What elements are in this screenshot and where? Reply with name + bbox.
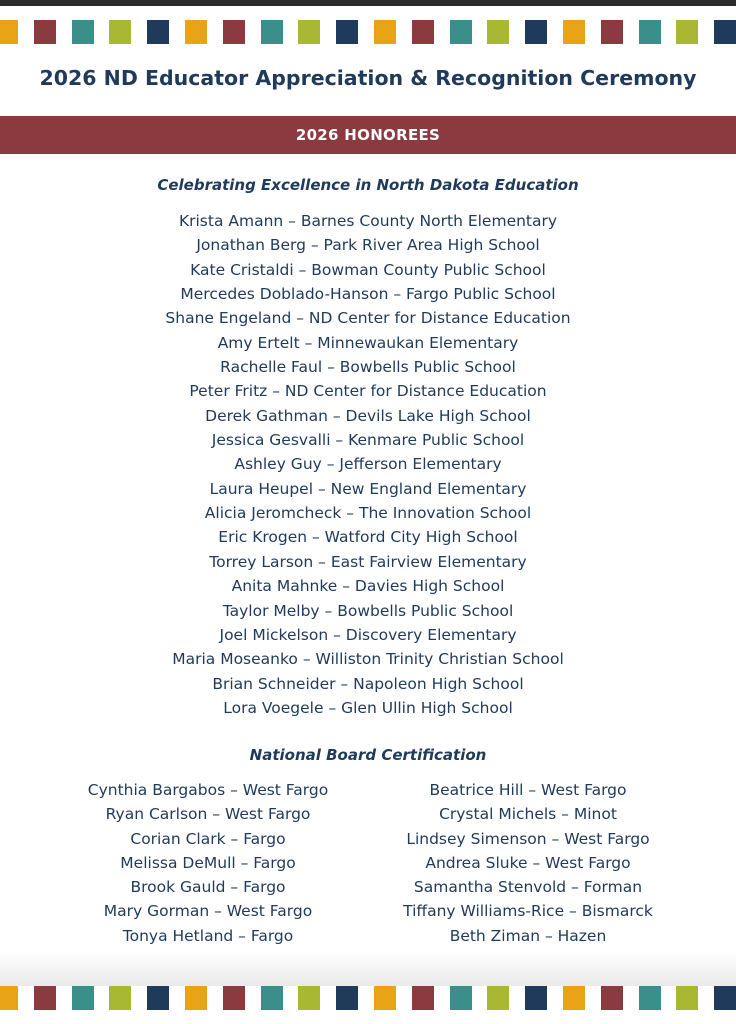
honoree-entry: Rachelle Faul – Bowbells Public School [220, 358, 516, 377]
honoree-entry: Derek Gathman – Devils Lake High School [205, 406, 531, 425]
border-square [147, 20, 169, 44]
honoree-entry: Amy Ertelt – Minnewaukan Elementary [217, 333, 519, 352]
border-square [72, 20, 94, 44]
honoree-entry: Anita Mahnke – Davies High School [231, 577, 505, 596]
border-square [714, 986, 736, 1010]
honoree-entry: Ashley Guy – Jefferson Elementary [234, 455, 502, 474]
border-square [374, 986, 396, 1010]
honoree-entry: Shane Engeland – ND Center for Distance Education [165, 309, 571, 328]
border-square [525, 986, 547, 1010]
excellence-heading: Celebrating Excellence in North Dakota Education [157, 176, 579, 194]
border-square [185, 20, 207, 44]
top-square-border [0, 20, 736, 44]
border-square [601, 986, 623, 1010]
border-square [639, 20, 661, 44]
certification-entry: Cynthia Bargabos – West Fargo [87, 781, 329, 799]
certification-entry: Andrea Sluke – West Fargo [425, 853, 631, 872]
excellence-list [0, 209, 736, 720]
border-square [525, 20, 547, 44]
honoree-entry: Laura Heupel – New England Elementary [209, 479, 527, 498]
border-square [563, 986, 585, 1010]
border-square [34, 986, 56, 1010]
bottom-square-border [0, 986, 736, 1010]
border-square [109, 986, 131, 1010]
national-board-heading: National Board Certification [249, 746, 487, 764]
certification-entry: Tiffany Williams-Rice – Bismarck [403, 902, 653, 921]
border-square [601, 20, 623, 44]
border-square [676, 20, 698, 44]
honoree-entry: Peter Fritz – ND Center for Distance Education [189, 382, 547, 401]
border-square [223, 986, 245, 1010]
border-square [336, 986, 358, 1010]
honoree-entry: Torrey Larson – East Fairview Elementary [209, 552, 527, 571]
honorees-banner: 2026 HONOREES [0, 116, 736, 154]
honoree-entry: Alicia Jeromcheck – The Innovation School [204, 504, 532, 523]
honoree-entry: Jonathan Berg – Park River Area High School [196, 236, 540, 255]
border-square [185, 986, 207, 1010]
certification-entry: Beatrice Hill – West Fargo [429, 781, 627, 799]
certification-entry: Corian Clark – Fargo [130, 829, 286, 848]
honoree-entry: Kate Cristaldi – Bowman County Public School [190, 260, 546, 279]
honoree-entry: Eric Krogen – Watford City High School [218, 528, 518, 547]
certification-entry: Lindsey Simenson – West Fargo [406, 829, 650, 848]
border-square [714, 20, 736, 44]
border-square [639, 986, 661, 1010]
border-square [298, 20, 320, 44]
border-square [261, 20, 283, 44]
certification-entry: Crystal Michels – Minot [439, 805, 617, 824]
border-square [450, 986, 472, 1010]
page-title: 2026 ND Educator Appreciation & Recognition Ceremony [39, 66, 697, 90]
border-square [0, 986, 18, 1010]
honoree-entry: Taylor Melby – Bowbells Public School [222, 601, 514, 620]
border-square [261, 986, 283, 1010]
national-board-list-right [380, 778, 676, 948]
border-square [412, 986, 434, 1010]
certification-entry: Samantha Stenvold – Forman [413, 878, 643, 897]
honoree-entry: Maria Moseanko – Williston Trinity Christian School [172, 650, 564, 669]
honoree-entry: Mercedes Doblado-Hanson – Fargo Public School [180, 285, 556, 304]
honoree-entry: Lora Voegele – Glen Ullin High School [223, 698, 513, 717]
border-square [0, 20, 18, 44]
honoree-entry: Joel Mickelson – Discovery Elementary [219, 625, 517, 644]
bottom-fade [0, 950, 736, 986]
border-square [298, 986, 320, 1010]
border-square [487, 20, 509, 44]
border-square [450, 20, 472, 44]
border-square [487, 986, 509, 1010]
border-square [147, 986, 169, 1010]
border-square [676, 986, 698, 1010]
certification-entry: Tonya Hetland – Fargo [122, 926, 294, 945]
top-dark-edge [0, 0, 736, 6]
certification-entry: Ryan Carlson – West Fargo [105, 805, 311, 824]
certification-entry: Brook Gauld – Fargo [130, 878, 286, 897]
certification-entry: Beth Ziman – Hazen [449, 926, 607, 945]
national-board-list-left [60, 778, 356, 948]
border-square [223, 20, 245, 44]
border-square [72, 986, 94, 1010]
certification-entry: Mary Gorman – West Fargo [103, 902, 313, 921]
border-square [412, 20, 434, 44]
certification-entry: Melissa DeMull – Fargo [120, 853, 296, 872]
border-square [374, 20, 396, 44]
honoree-entry: Brian Schneider – Napoleon High School [212, 674, 524, 693]
border-square [563, 20, 585, 44]
border-square [34, 20, 56, 44]
honoree-entry: Krista Amann – Barnes County North Elementary [178, 212, 558, 230]
honoree-entry: Jessica Gesvalli – Kenmare Public School [211, 431, 525, 450]
border-square [109, 20, 131, 44]
border-square [336, 20, 358, 44]
